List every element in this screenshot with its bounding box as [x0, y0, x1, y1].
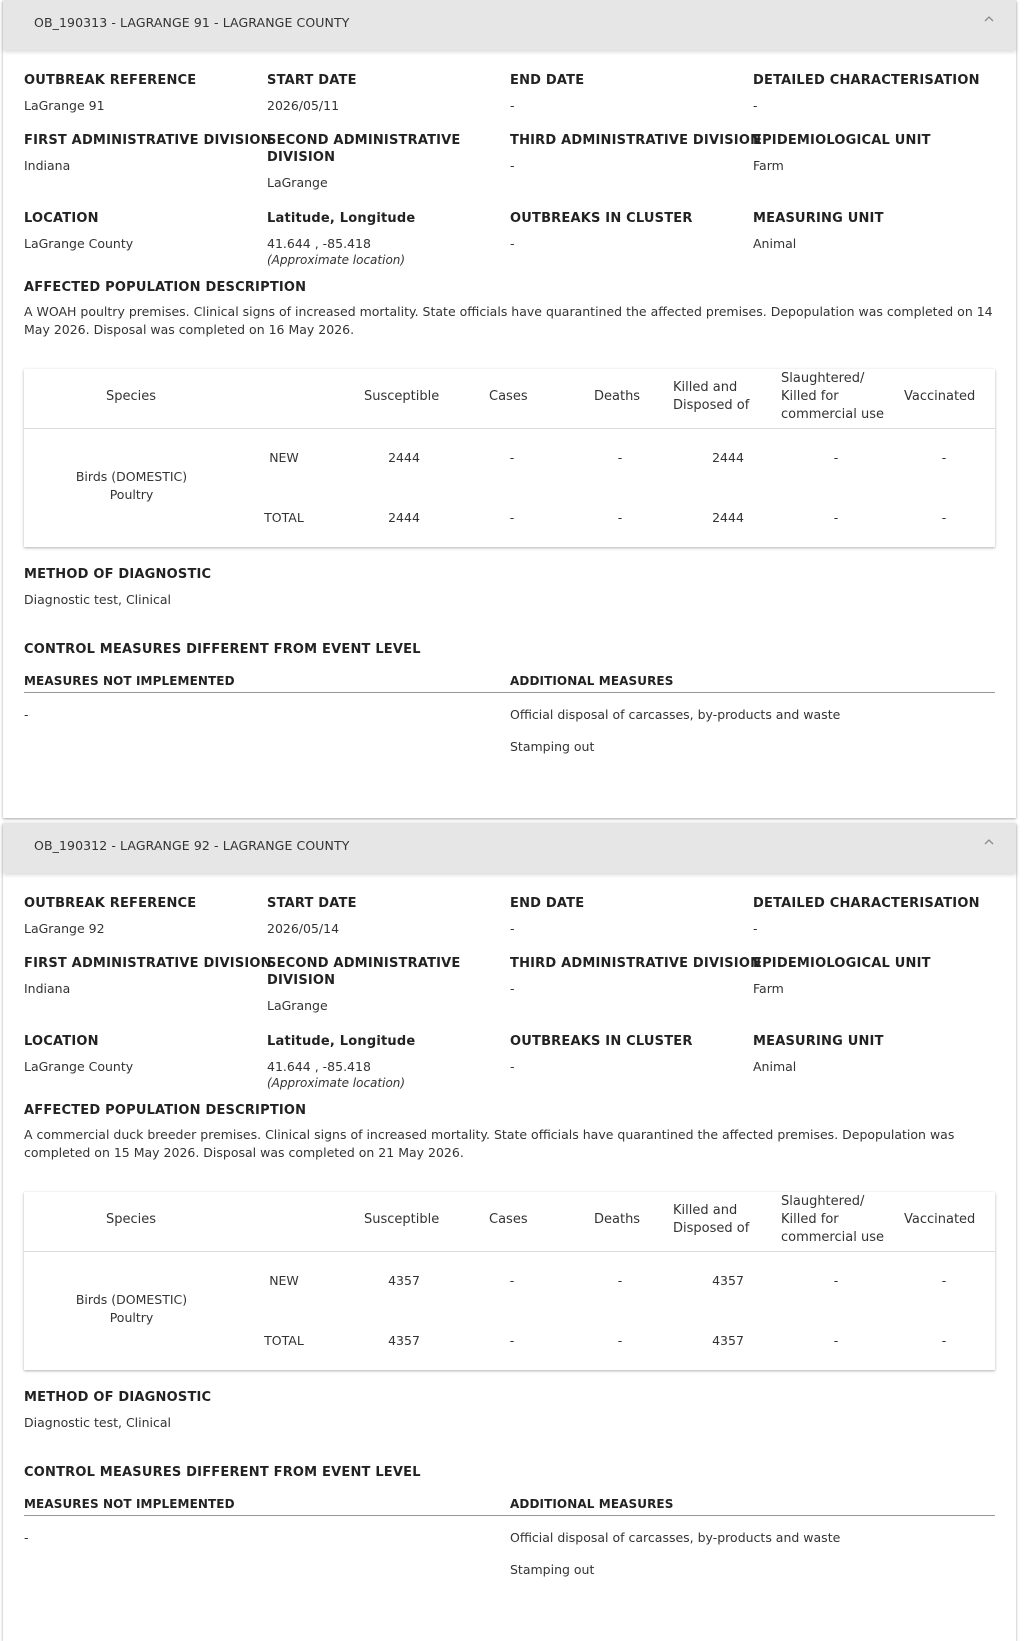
approximate-location-note: (Approximate location): [267, 1076, 406, 1090]
epidemiological-unit-label: EPIDEMIOLOGICAL UNIT: [753, 956, 931, 971]
row-total-cases: -: [509, 1333, 515, 1348]
first-admin-division-value: Indiana: [24, 981, 71, 996]
end-date-label: END DATE: [510, 73, 585, 88]
row-new-vaccinated: -: [941, 1273, 947, 1288]
measuring-unit-value: Animal: [753, 236, 797, 251]
additional-measure-item: Stamping out: [510, 739, 595, 754]
species-header: Species: [106, 1212, 157, 1227]
measures-divider: [24, 1515, 995, 1516]
measures-not-implemented-value: -: [24, 707, 29, 722]
control-measures-label: CONTROL MEASURES DIFFERENT FROM EVENT LEVEL: [24, 642, 421, 657]
row-total-label: TOTAL: [264, 1333, 304, 1348]
measures-not-implemented-value: -: [24, 1530, 29, 1545]
approximate-location-note: (Approximate location): [267, 253, 406, 267]
row-new-label: NEW: [269, 450, 299, 465]
measuring-unit-value: Animal: [753, 1059, 797, 1074]
killed-header-line1: Killed and: [673, 380, 738, 395]
killed-header-line1: Killed and: [673, 1203, 738, 1218]
outbreaks-in-cluster-value: -: [510, 236, 515, 251]
start-date-label: START DATE: [267, 73, 357, 88]
row-total-susceptible: 2444: [388, 510, 420, 525]
vaccinated-header: Vaccinated: [904, 389, 976, 404]
deaths-header: Deaths: [594, 1212, 641, 1227]
outbreak-reference-value: LaGrange 92: [24, 921, 105, 936]
outbreak-panel-title: OB_190313 - LAGRANGE 91 - LAGRANGE COUNTY: [34, 15, 350, 30]
outbreak-panel-title: OB_190312 - LAGRANGE 92 - LAGRANGE COUNTY: [34, 838, 350, 853]
species-table: [24, 369, 995, 547]
additional-measure-item: Stamping out: [510, 1562, 595, 1577]
chevron-up-icon[interactable]: [982, 12, 996, 26]
location-value: LaGrange County: [24, 236, 134, 251]
method-of-diagnostic-label: METHOD OF DIAGNOSTIC: [24, 567, 212, 582]
method-of-diagnostic-value: Diagnostic test, Clinical: [24, 592, 172, 607]
row-total-susceptible: 4357: [388, 1333, 420, 1348]
detailed-characterisation-label: DETAILED CHARACTERISATION: [753, 896, 980, 911]
measuring-unit-label: MEASURING UNIT: [753, 211, 884, 226]
vaccinated-header: Vaccinated: [904, 1212, 976, 1227]
slaughtered-header-line3: commercial use: [781, 407, 884, 422]
row-new-slaughtered: -: [833, 1273, 839, 1288]
susceptible-header: Susceptible: [364, 389, 440, 404]
slaughtered-header-line3: commercial use: [781, 1230, 884, 1245]
epidemiological-unit-value: Farm: [753, 158, 784, 173]
additional-measures-label: ADDITIONAL MEASURES: [510, 1497, 674, 1511]
latlon-value: 41.644 , -85.418: [267, 236, 371, 251]
additional-measure-item: Official disposal of carcasses, by-products and waste: [510, 1530, 841, 1545]
end-date-value: -: [510, 98, 515, 113]
second-admin-division-label-line1: SECOND ADMINISTRATIVE: [267, 133, 461, 148]
second-admin-division-value: LaGrange: [267, 998, 328, 1013]
second-admin-division-label-line1: SECOND ADMINISTRATIVE: [267, 956, 461, 971]
epidemiological-unit-label: EPIDEMIOLOGICAL UNIT: [753, 133, 931, 148]
outbreak-panel: [3, 823, 1016, 1641]
start-date-label: START DATE: [267, 896, 357, 911]
end-date-value: -: [510, 921, 515, 936]
method-of-diagnostic-label: METHOD OF DIAGNOSTIC: [24, 1390, 212, 1405]
susceptible-header: Susceptible: [364, 1212, 440, 1227]
outbreak-reference-value: LaGrange 91: [24, 98, 105, 113]
outbreak-reference-label: OUTBREAK REFERENCE: [24, 896, 197, 911]
killed-header-line2: Disposed of: [673, 398, 750, 413]
row-total-slaughtered: -: [833, 510, 839, 525]
method-of-diagnostic-value: Diagnostic test, Clinical: [24, 1415, 172, 1430]
location-label: LOCATION: [24, 211, 99, 226]
additional-measure-item: Official disposal of carcasses, by-products and waste: [510, 707, 841, 722]
outbreaks-in-cluster-value: -: [510, 1059, 515, 1074]
first-admin-division-label: FIRST ADMINISTRATIVE DIVISION: [24, 133, 272, 148]
species-header: Species: [106, 389, 157, 404]
row-total-cases: -: [509, 510, 515, 525]
outbreaks-in-cluster-label: OUTBREAKS IN CLUSTER: [510, 1034, 693, 1049]
slaughtered-header-line1: Slaughtered/: [781, 1194, 865, 1209]
measures-not-implemented-label: MEASURES NOT IMPLEMENTED: [24, 1497, 235, 1511]
killed-header-line2: Disposed of: [673, 1221, 750, 1236]
detailed-characterisation-value: -: [753, 98, 758, 113]
measuring-unit-label: MEASURING UNIT: [753, 1034, 884, 1049]
row-new-deaths: -: [617, 1273, 623, 1288]
table-header-divider: [24, 428, 995, 429]
epidemiological-unit-value: Farm: [753, 981, 784, 996]
row-new-susceptible: 2444: [388, 450, 420, 465]
detailed-characterisation-label: DETAILED CHARACTERISATION: [753, 73, 980, 88]
affected-population-value: A commercial duck breeder premises. Clinical signs of increased mortality. State officials have quarantined the affected premises. Depopulation was completed on 15 May 2026. Disposal was completed on 21 May 2026.: [24, 1127, 955, 1160]
row-new-label: NEW: [269, 1273, 299, 1288]
row-new-deaths: -: [617, 450, 623, 465]
chevron-up-icon[interactable]: [982, 835, 996, 849]
species-name-line1: Birds (DOMESTIC): [75, 1292, 188, 1307]
first-admin-division-label: FIRST ADMINISTRATIVE DIVISION: [24, 956, 272, 971]
row-total-killed: 2444: [712, 510, 744, 525]
measures-not-implemented-label: MEASURES NOT IMPLEMENTED: [24, 674, 235, 688]
affected-population-value: A WOAH poultry premises. Clinical signs of increased mortality. State officials have quarantined the affected premises. Depopulation was completed on 14 May 2026. Disposal was completed on 16 May 2026.: [24, 304, 993, 337]
row-total-killed: 4357: [712, 1333, 744, 1348]
additional-measures-label: ADDITIONAL MEASURES: [510, 674, 674, 688]
species-name-line2: Poultry: [109, 1310, 154, 1325]
outbreak-panel-header[interactable]: [3, 823, 1016, 873]
cases-header: Cases: [489, 1212, 528, 1227]
detailed-characterisation-value: -: [753, 921, 758, 936]
location-label: LOCATION: [24, 1034, 99, 1049]
second-admin-division-label-line2: DIVISION: [267, 973, 336, 988]
first-admin-division-value: Indiana: [24, 158, 71, 173]
row-new-vaccinated: -: [941, 450, 947, 465]
affected-population-label: AFFECTED POPULATION DESCRIPTION: [24, 280, 307, 295]
end-date-label: END DATE: [510, 896, 585, 911]
affected-population-label: AFFECTED POPULATION DESCRIPTION: [24, 1103, 307, 1118]
latlon-label: Latitude, Longitude: [267, 1034, 416, 1049]
outbreak-panel-header[interactable]: [3, 0, 1016, 50]
row-total-deaths: -: [617, 1333, 623, 1348]
row-new-cases: -: [509, 450, 515, 465]
row-new-killed: 4357: [712, 1273, 744, 1288]
third-admin-division-label: THIRD ADMINISTRATIVE DIVISION: [510, 956, 762, 971]
row-new-susceptible: 4357: [388, 1273, 420, 1288]
second-admin-division-value: LaGrange: [267, 175, 328, 190]
row-total-deaths: -: [617, 510, 623, 525]
row-total-vaccinated: -: [941, 1333, 947, 1348]
slaughtered-header-line2: Killed for: [781, 389, 839, 404]
row-new-killed: 2444: [712, 450, 744, 465]
second-admin-division-label-line2: DIVISION: [267, 150, 336, 165]
row-total-label: TOTAL: [264, 510, 304, 525]
third-admin-division-value: -: [510, 158, 515, 173]
species-table: [24, 1192, 995, 1370]
cases-header: Cases: [489, 389, 528, 404]
row-total-slaughtered: -: [833, 1333, 839, 1348]
latlon-label: Latitude, Longitude: [267, 211, 416, 226]
outbreak-panel: [3, 0, 1016, 818]
third-admin-division-label: THIRD ADMINISTRATIVE DIVISION: [510, 133, 762, 148]
row-new-cases: -: [509, 1273, 515, 1288]
deaths-header: Deaths: [594, 389, 641, 404]
slaughtered-header-line2: Killed for: [781, 1212, 839, 1227]
control-measures-label: CONTROL MEASURES DIFFERENT FROM EVENT LEVEL: [24, 1465, 421, 1480]
species-name-line2: Poultry: [109, 487, 154, 502]
start-date-value: 2026/05/11: [267, 98, 340, 113]
table-header-divider: [24, 1251, 995, 1252]
outbreaks-in-cluster-label: OUTBREAKS IN CLUSTER: [510, 211, 693, 226]
location-value: LaGrange County: [24, 1059, 134, 1074]
start-date-value: 2026/05/14: [267, 921, 340, 936]
row-total-vaccinated: -: [941, 510, 947, 525]
species-name-line1: Birds (DOMESTIC): [75, 469, 188, 484]
slaughtered-header-line1: Slaughtered/: [781, 371, 865, 386]
row-new-slaughtered: -: [833, 450, 839, 465]
outbreak-reference-label: OUTBREAK REFERENCE: [24, 73, 197, 88]
latlon-value: 41.644 , -85.418: [267, 1059, 371, 1074]
third-admin-division-value: -: [510, 981, 515, 996]
measures-divider: [24, 692, 995, 693]
